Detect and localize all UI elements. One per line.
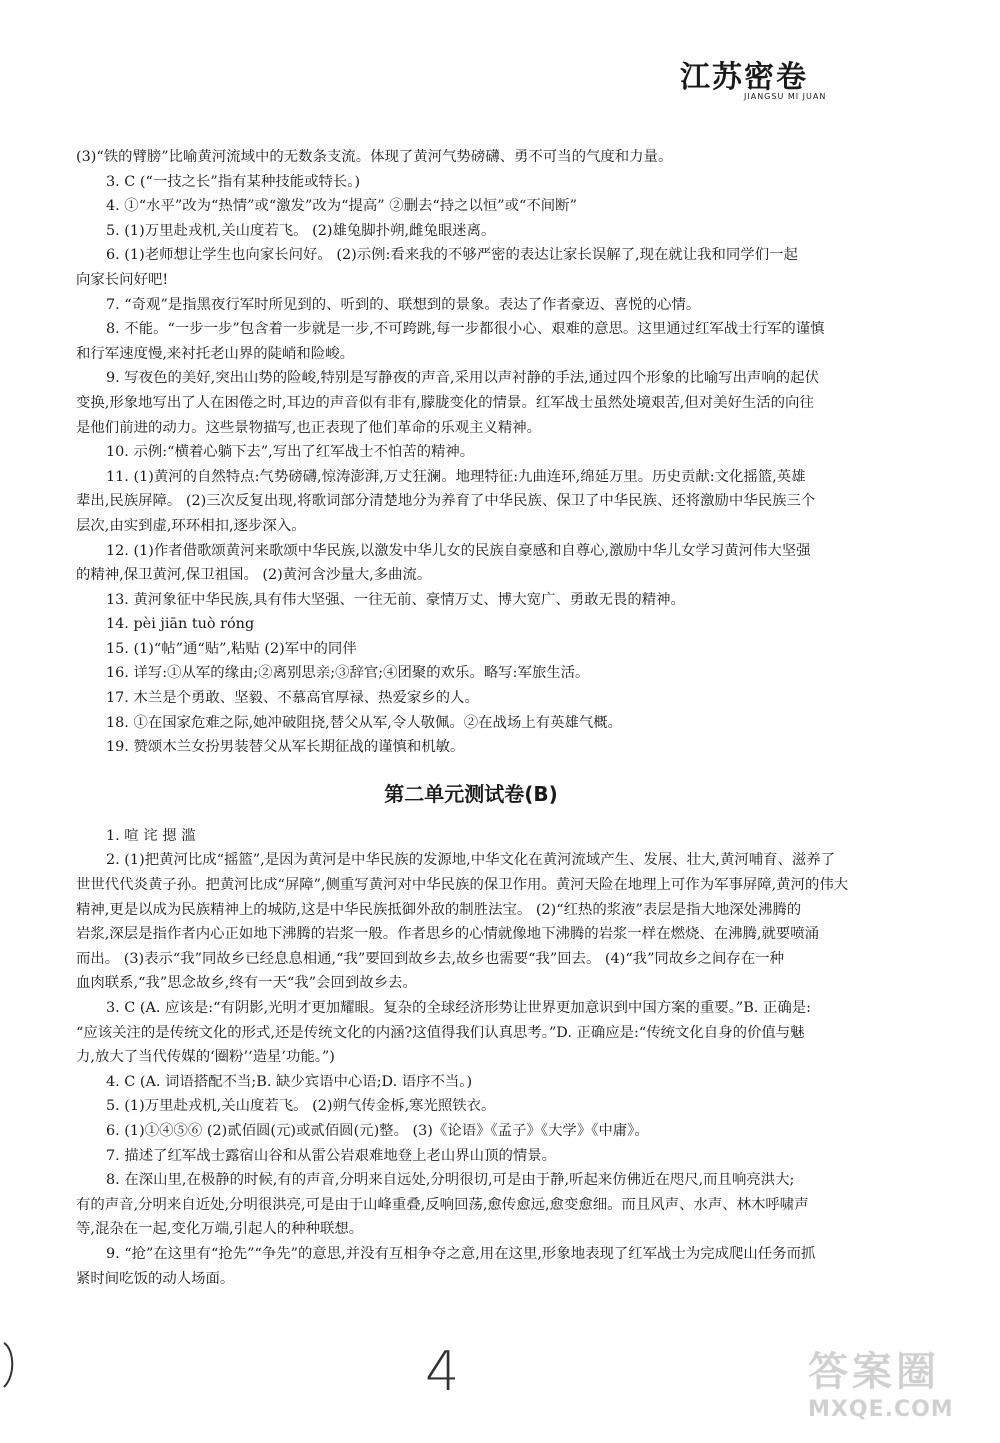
answer-line: 17. 木兰是个勇敢、坚毅、不慕高官厚禄、热爱家乡的人。 — [106, 690, 479, 707]
margin-pen-mark — [0, 1335, 20, 1395]
answer-line: 5. (1)万里赴戎机,关山度若飞。 (2)朔气传金柝,寒光照铁衣。 — [106, 1098, 496, 1115]
answer-line: 和行军速度慢,来衬托老山界的陡峭和险峻。 — [76, 345, 354, 362]
answer-line: 7. “奇观”是指黑夜行军时所见到的、听到的、联想到的景象。表达了作者豪迈、喜悦的心情。 — [106, 296, 701, 313]
answer-content — [76, 145, 866, 1291]
answer-line: 9. “抢”在这里有“抢先”“争先”的意思,并没有互相争夺之意,用在这里,形象地表现了红军战士为完成爬山任务而抓 — [106, 1245, 816, 1262]
answer-line: 7. 描述了红军战士露宿山谷和从雷公岩艰难地登上老山界山顶的情景。 — [106, 1147, 557, 1164]
watermark-url: MXQE.COM — [808, 1397, 954, 1422]
answer-line: 层次,由实到虚,环环相扣,逐步深入。 — [76, 517, 306, 534]
answer-line: 变换,形象地写出了人在困倦之时,耳边的声音似有非有,朦胧变化的情景。红军战士虽然处境艰苦,但对美好生活的向往 — [76, 394, 814, 411]
answer-line: 岩浆,深层是指作者内心正如地下沸腾的岩浆一般。作者思乡的心情就像地下沸腾的岩浆一样在燃烧、在沸腾,就要喷涌 — [76, 926, 820, 943]
answer-line: 4. C (A. 词语搭配不当;B. 缺少宾语中心语;D. 语序不当。) — [106, 1073, 473, 1090]
answer-line: 向家长问好吧! — [76, 271, 169, 288]
answer-line: 19. 赞颂木兰女扮男装替父从军长期征战的谨慎和机敏。 — [106, 739, 465, 756]
answer-line: “应该关注的是传统文化的形式,还是传统文化的内涵?这值得我们认真思考。”D. 正确应是:“传统文化自身的价值与魅 — [76, 1024, 805, 1041]
answer-line: 紧时间吃饭的动人场面。 — [76, 1270, 235, 1287]
answer-line: 而出。 (3)表示“我”同故乡已经息息相通,“我”要回到故乡去,故乡也需要“我”回去。 (4)“我”同故乡之间存在一种 — [76, 950, 784, 967]
answer-line: 6. (1)①④⑤⑥ (2)贰佰圆(元)或贰佰圆(元)整。 (3)《论语》《孟子》《大学》《中庸》。 — [106, 1122, 649, 1139]
answer-line: 1. 喧 诧 摁 滥 — [106, 827, 196, 844]
page-number: 4 — [425, 1340, 460, 1403]
answer-line: 血肉联系,“我”思念故乡,终有一天“我”会回到故乡去。 — [76, 975, 417, 992]
site-watermark — [808, 1340, 986, 1435]
answer-line: 辈出,民族屏障。 (2)三次反复出现,将歌词部分清楚地分为养育了中华民族、保卫了中华民族、还将激励中华民族三个 — [76, 493, 816, 510]
answer-line: 精神,更是以成为民族精神上的城防,这是中华民族抵御外敌的制胜法宝。 (2)“红热的浆液”表层是指大地深处沸腾的 — [76, 901, 802, 918]
section-title: 第二单元测试卷(B) — [384, 781, 558, 806]
answer-line: 有的声音,分明来自近处,分明很洪亮,可是由于山峰重叠,反响回荡,愈传愈远,愈变愈细。而且风声、水声、林木呼啸声 — [76, 1196, 809, 1213]
answer-line: 的精神,保卫黄河,保卫祖国。 (2)黄河含沙量大,多曲流。 — [76, 567, 432, 584]
answer-line: 11. (1)黄河的自然特点:气势磅礴,惊涛澎湃,万丈狂澜。地理特征:九曲连环,绵延万里。历史贡献:文化摇篮,英雄 — [106, 468, 806, 485]
answer-line: 是他们前进的动力。这些景物描写,也正表现了他们革命的乐观主义精神。 — [76, 419, 542, 436]
answer-line: 4. ①“水平”改为“热情”或“激发”改为“提高” ②删去“持之以恒”或“不间断” — [106, 198, 577, 215]
answer-line: 10. 示例:“横着心躺下去”,写出了红军战士不怕苦的精神。 — [106, 444, 475, 461]
answer-line: 9. 写夜色的美好,突出山势的险峻,特别是写静夜的声音,采用以声衬静的手法,通过四个形象的比喻写出声响的起伏 — [106, 370, 819, 387]
answer-line: 3. C (A. 应该是:“有阴影,光明才更加耀眼。复杂的全球经济形势让世界更加意识到中国方案的重要。”B. 正确是: — [106, 1000, 811, 1016]
answer-line: 等,混杂在一起,变化万端,引起人的种种联想。 — [76, 1221, 364, 1238]
brand-title: 江苏密卷 — [680, 60, 808, 95]
answer-line: 8. 在深山里,在极静的时候,有的声音,分明来自远处,分明很切,可是由于静,听起来仿佛近在咫尺,而且响亮洪大; — [106, 1172, 795, 1189]
answer-line: 5. (1)万里赴戎机,关山度若飞。 (2)雄兔脚扑朔,雌兔眼迷离。 — [106, 222, 496, 239]
answer-line: (3)“铁的臂膀”比喻黄河流域中的无数条支流。体现了黄河气势磅礴、勇不可当的气度和力量。 — [76, 149, 673, 165]
watermark-title: 答案圈 — [808, 1349, 940, 1395]
answer-line: 13. 黄河象征中华民族,具有伟大坚强、一往无前、豪情万丈、博大宽广、勇敢无畏的精神。 — [106, 591, 685, 608]
brand-subtitle: JIANGSU MI JUAN — [744, 92, 827, 101]
answer-line: 3. C (“一技之长”指有某种技能或特长。) — [106, 173, 361, 190]
answer-line: 12. (1)作者借歌颂黄河来歌颂中华民族,以激发中华儿女的民族自豪感和自尊心,激励中华儿女学习黄河伟大坚强 — [106, 542, 811, 559]
answer-line: 力,放大了当代传媒的‘圈粉’‘造星’功能。”) — [76, 1049, 335, 1066]
answer-line: 16. 详写:①从军的缘由;②离别思亲;③辞官;④团聚的欢乐。略写:军旅生活。 — [106, 665, 590, 682]
brand-logo — [680, 52, 850, 110]
answer-line: 世世代代炎黄子孙。把黄河比成“屏障”,侧重写黄河对中华民族的保卫作用。黄河天险在地理上可作为军事屏障,黄河的伟大 — [76, 877, 849, 894]
answer-line: 6. (1)老师想让学生也向家长问好。 (2)示例:看来我的不够严密的表达让家长误解了,现在就让我和同学们一起 — [106, 247, 798, 264]
answer-line: 15. (1)“帖”通“贴”,粘贴 (2)军中的同伴 — [106, 640, 357, 657]
answer-line: 2. (1)把黄河比成“摇篮”,是因为黄河是中华民族的发源地,中华文化在黄河流域产生、发展、壮大,黄河哺育、滋养了 — [106, 852, 836, 869]
answer-line: 18. ①在国家危难之际,她冲破阻挠,替父从军,令人敬佩。②在战场上有英雄气概。 — [106, 714, 623, 731]
answer-line: 14. pèi jiān tuò róng — [106, 616, 255, 633]
answer-line: 8. 不能。“一步一步”包含着一步就是一步,不可跨跳,每一步都很小心、艰难的意思。这里通过红军战士行军的谨慎 — [106, 321, 825, 338]
